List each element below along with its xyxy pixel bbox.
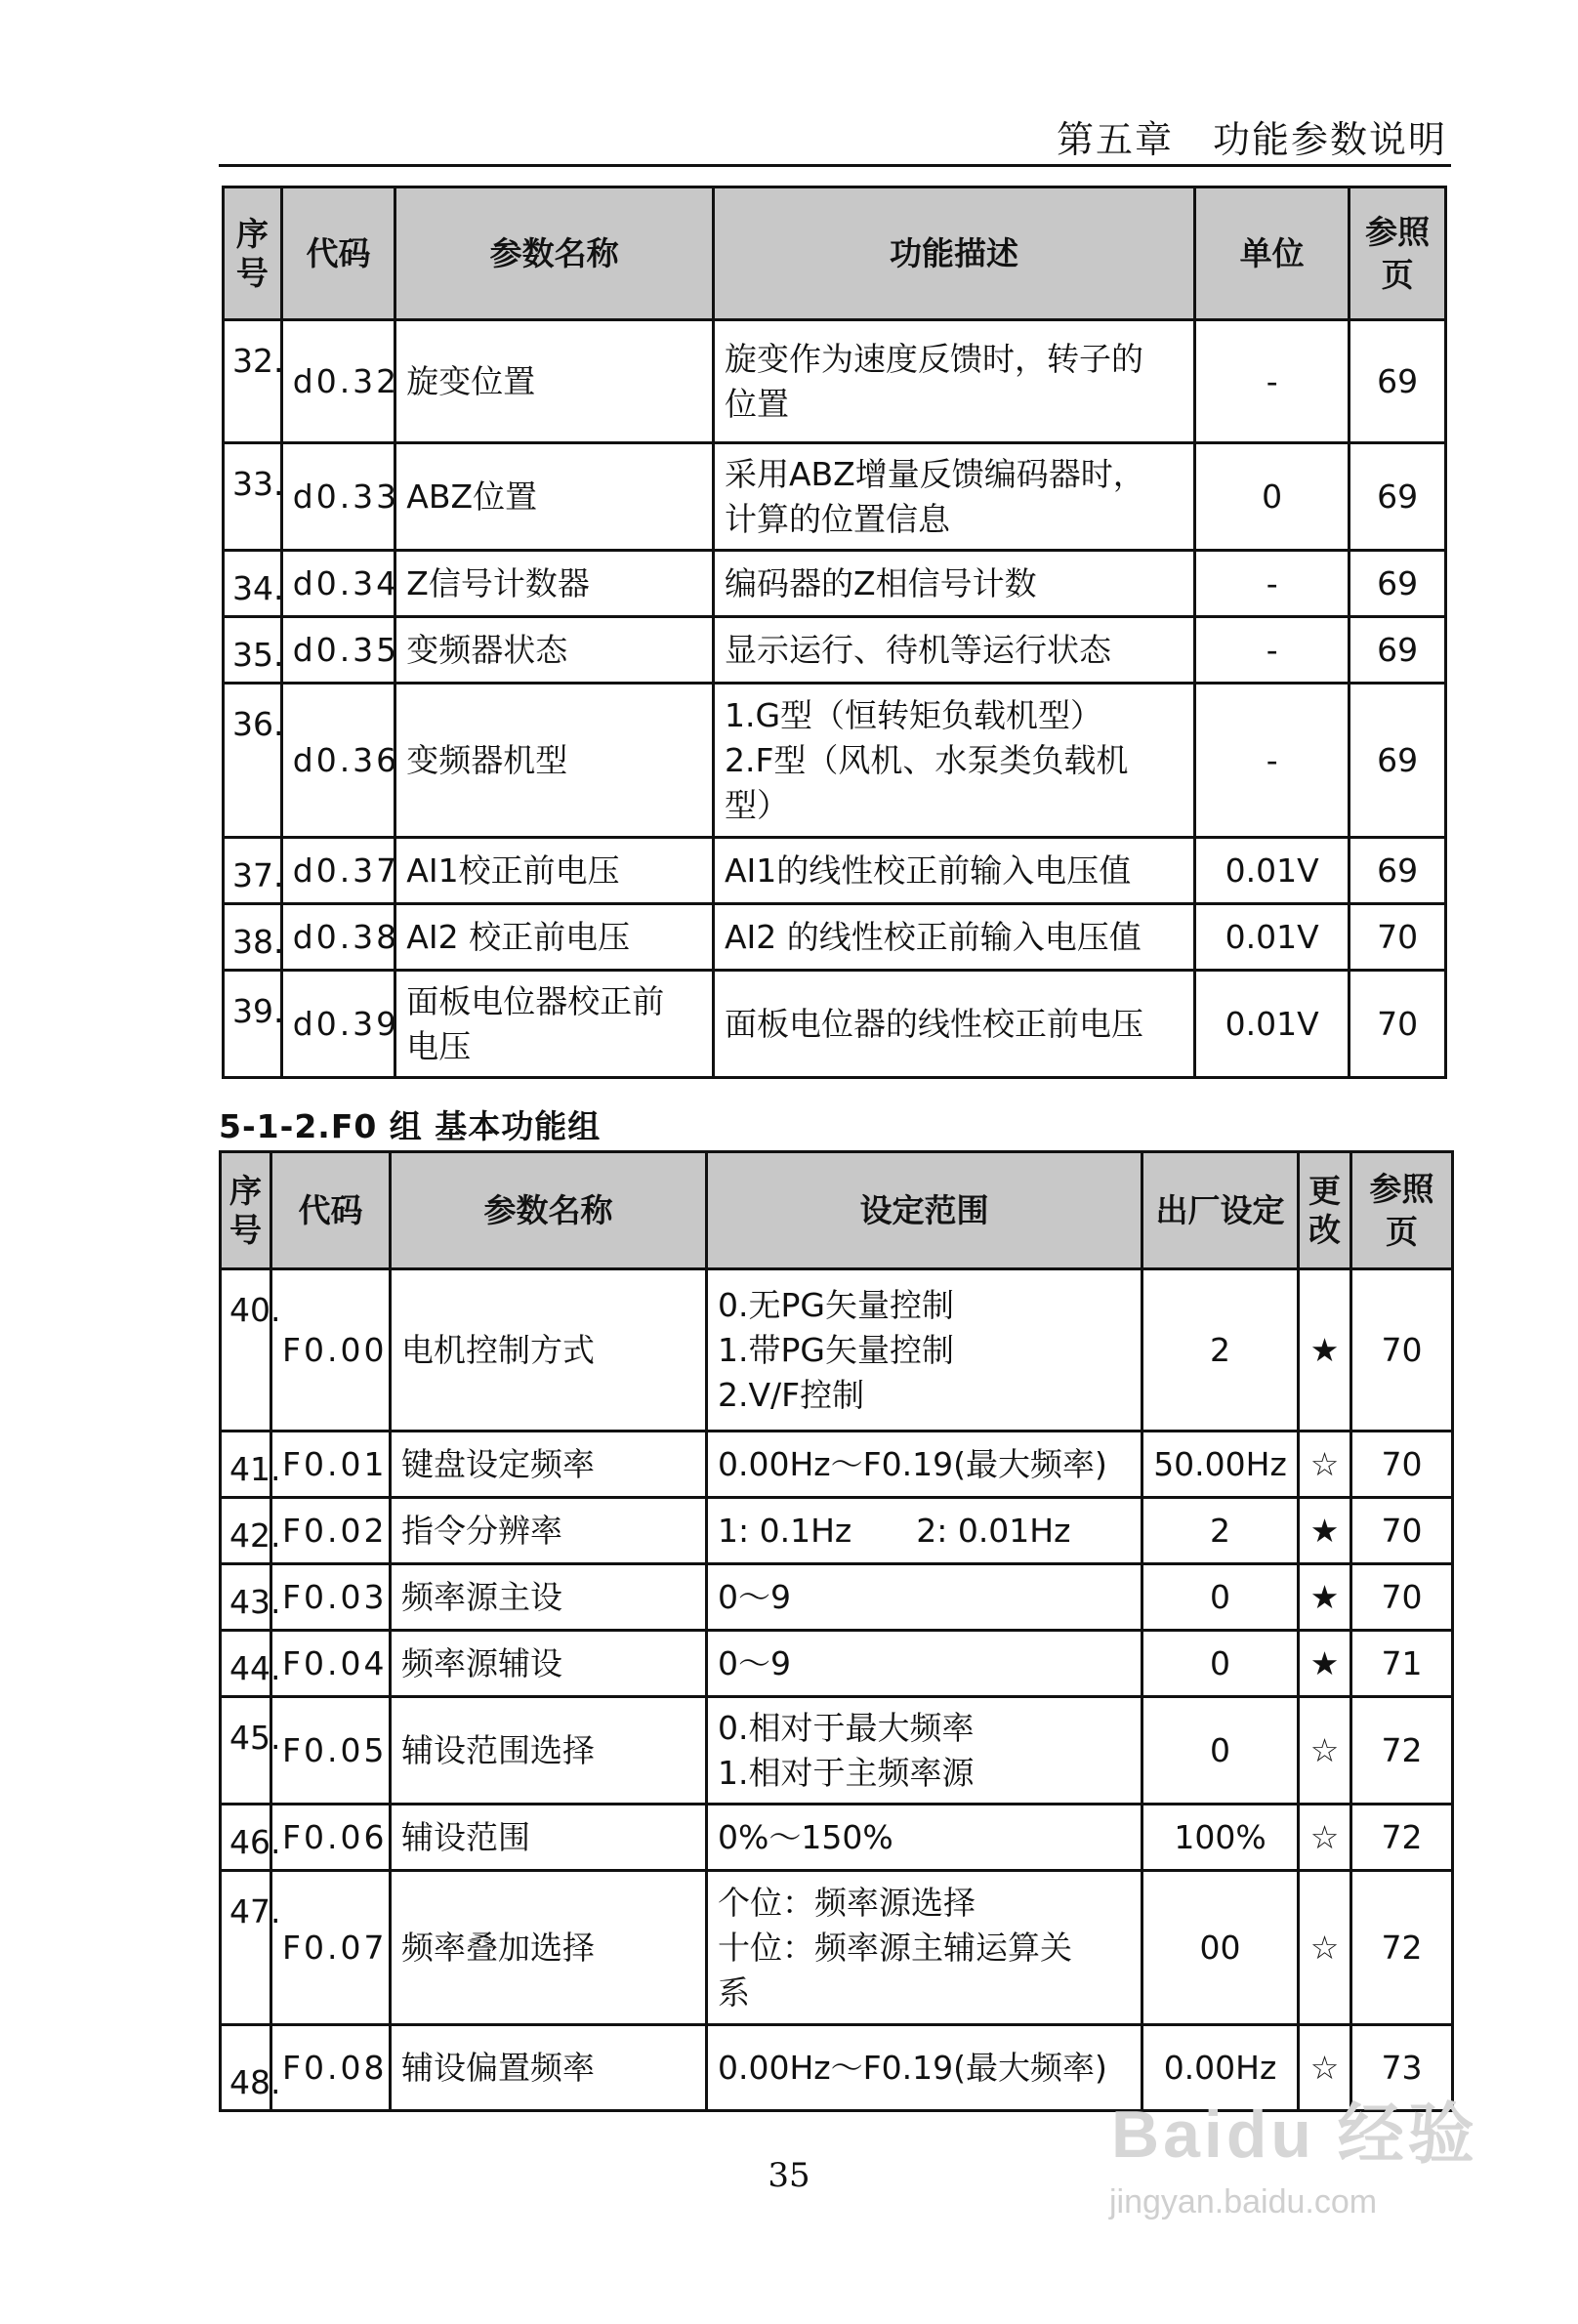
- row-page: 70: [1350, 904, 1446, 971]
- col-header-page: 参照页: [1350, 187, 1446, 320]
- row-name: 指令分辨率: [391, 1498, 707, 1564]
- row-seq: [221, 1871, 281, 2025]
- row-range: [707, 2025, 1142, 2111]
- row-code: d0.34: [281, 551, 395, 617]
- row-description: [713, 971, 1194, 1078]
- row-name: [395, 971, 714, 1078]
- row-seq-number: 37.: [232, 856, 284, 894]
- row-seq: [224, 617, 282, 684]
- row-range-line: 0.00Hz～F0.19(最大频率): [718, 1444, 1107, 1483]
- table-row: [224, 551, 1446, 617]
- header-rule: [219, 164, 1451, 167]
- col-header-code: 代码: [271, 1152, 391, 1269]
- col-header-page: 参照页: [1351, 1152, 1453, 1269]
- row-code: F0.04: [271, 1631, 391, 1697]
- filled-star-icon: ★: [1299, 1631, 1351, 1697]
- row-seq: [224, 320, 282, 443]
- row-description-line: 2.F型（风机、水泵类负载机: [724, 740, 1129, 779]
- row-description-line: 面板电位器的线性校正前电压: [724, 1004, 1143, 1043]
- row-unit: 0: [1194, 443, 1349, 551]
- row-name-line: 变频器状态: [406, 630, 568, 669]
- row-seq-number: 45.: [229, 1719, 281, 1757]
- row-name-line: AI2 校正前电压: [406, 917, 631, 956]
- row-page: 72: [1351, 1697, 1453, 1805]
- row-page: 70: [1350, 971, 1446, 1078]
- row-page: 69: [1350, 838, 1446, 904]
- row-code: F0.00: [271, 1269, 391, 1432]
- row-unit: -: [1194, 617, 1349, 684]
- hollow-star-icon: ☆: [1299, 1697, 1351, 1805]
- col-header-name: 参数名称: [391, 1152, 707, 1269]
- table-row: [224, 684, 1446, 838]
- row-name-line: 电压: [406, 1026, 472, 1065]
- table-row: [221, 1498, 1453, 1564]
- row-name-line: 面板电位器校正前: [406, 981, 665, 1020]
- row-range: [707, 1631, 1142, 1697]
- row-range-line: 系: [718, 1972, 750, 2012]
- hollow-star-icon: ☆: [1299, 1871, 1351, 2025]
- row-range: [707, 1871, 1142, 2025]
- table-header-row: [221, 1152, 1453, 1269]
- row-seq-number: 35.: [232, 636, 284, 674]
- row-default: 2: [1142, 1269, 1299, 1432]
- row-name-line: Z信号计数器: [406, 563, 590, 602]
- row-default: 0: [1142, 1631, 1299, 1697]
- row-description-line: 1.G型（恒转矩负载机型）: [724, 695, 1103, 734]
- row-name: [395, 904, 714, 971]
- filled-star-icon: ★: [1299, 1564, 1351, 1631]
- row-range-line: 0%～150%: [718, 1817, 893, 1856]
- row-seq-number: 32.: [232, 342, 284, 380]
- row-seq-number: 36.: [232, 705, 284, 743]
- row-seq-number: 46.: [229, 1823, 281, 1861]
- row-seq: [221, 1498, 281, 1564]
- row-name-line: 变频器机型: [406, 740, 568, 779]
- row-name: 辅设偏置频率: [391, 2025, 707, 2111]
- section-title: 5-1-2.F0 组 基本功能组: [219, 1107, 602, 1145]
- row-code: F0.07: [271, 1871, 391, 2025]
- filled-star-icon: ★: [1299, 1498, 1351, 1564]
- chapter-header: 第五章 功能参数说明: [1056, 118, 1447, 161]
- row-seq-number: 40.: [229, 1291, 281, 1329]
- row-name: 键盘设定频率: [391, 1432, 707, 1498]
- row-page: 69: [1350, 443, 1446, 551]
- row-seq-number: 41.: [229, 1450, 281, 1488]
- table-row: [221, 1432, 1453, 1498]
- row-page: 70: [1351, 1564, 1453, 1631]
- row-name-line: AI1校正前电压: [406, 851, 620, 890]
- row-description-line: 型）: [724, 785, 789, 824]
- row-page: 69: [1350, 320, 1446, 443]
- row-seq-number: 48.: [229, 2063, 281, 2101]
- table-row: [221, 1697, 1453, 1805]
- table-row: [224, 904, 1446, 971]
- row-seq-number: 38.: [232, 923, 284, 961]
- page-number: 35: [768, 2156, 810, 2195]
- row-description-line: 编码器的Z相信号计数: [724, 563, 1037, 602]
- row-page: 70: [1351, 1269, 1453, 1432]
- row-range: [707, 1269, 1142, 1432]
- col-header-change: 更改: [1299, 1152, 1351, 1269]
- table-row: [224, 320, 1446, 443]
- col-header-desc: 功能描述: [713, 187, 1194, 320]
- row-description: [713, 320, 1194, 443]
- row-name: 辅设范围选择: [391, 1697, 707, 1805]
- row-seq: [224, 684, 282, 838]
- row-seq: [221, 1697, 281, 1805]
- row-seq-number: 47.: [229, 1892, 281, 1930]
- row-page: 73: [1351, 2025, 1453, 2111]
- row-default: 00: [1142, 1871, 1299, 2025]
- row-name: 电机控制方式: [391, 1269, 707, 1432]
- monitor-parameter-table: [222, 186, 1447, 1079]
- row-range-line: 2.V/F控制: [718, 1375, 865, 1414]
- row-range-line: 1.相对于主频率源: [718, 1753, 975, 1792]
- row-description-line: 显示运行、待机等运行状态: [724, 630, 1111, 669]
- row-range-line: 0～9: [718, 1577, 791, 1616]
- row-unit: -: [1194, 551, 1349, 617]
- col-header-seq: 序号: [221, 1152, 271, 1269]
- row-page: 69: [1350, 551, 1446, 617]
- row-code: F0.08: [271, 2025, 391, 2111]
- watermark-logo: Baidu 经验: [1111, 2097, 1478, 2172]
- row-code: F0.02: [271, 1498, 391, 1564]
- row-seq: [224, 443, 282, 551]
- row-description-line: 采用ABZ增量反馈编码器时，: [724, 454, 1145, 493]
- row-seq: [221, 2025, 281, 2111]
- row-name: [395, 551, 714, 617]
- row-seq: [224, 551, 282, 617]
- col-header-default: 出厂设定: [1142, 1152, 1299, 1269]
- row-range-line: 1: 0.1Hz 2: 0.01Hz: [718, 1511, 1071, 1550]
- row-code: F0.03: [271, 1564, 391, 1631]
- row-seq: [221, 1269, 281, 1432]
- row-seq-number: 33.: [232, 465, 284, 503]
- row-description: [713, 551, 1194, 617]
- row-page: 69: [1350, 617, 1446, 684]
- row-page: 72: [1351, 1805, 1453, 1871]
- row-page: 69: [1350, 684, 1446, 838]
- row-code: F0.01: [271, 1432, 391, 1498]
- row-seq: [224, 904, 282, 971]
- table-row: [221, 1871, 1453, 2025]
- row-default: 0: [1142, 1697, 1299, 1805]
- row-code: d0.32: [281, 320, 395, 443]
- row-range-line: 0.相对于最大频率: [718, 1708, 975, 1747]
- row-name: [395, 838, 714, 904]
- f0-parameter-table: [219, 1150, 1454, 2112]
- row-range-line: 0.00Hz～F0.19(最大频率): [718, 2048, 1107, 2087]
- row-default: 0: [1142, 1564, 1299, 1631]
- col-header-range: 设定范围: [707, 1152, 1142, 1269]
- watermark-url: jingyan.baidu.com: [1109, 2183, 1378, 2220]
- row-name: 频率源辅设: [391, 1631, 707, 1697]
- row-range-line: 0～9: [718, 1643, 791, 1682]
- row-range: [707, 1697, 1142, 1805]
- row-range: [707, 1498, 1142, 1564]
- row-seq-number: 44.: [229, 1649, 281, 1687]
- table-header-row: [224, 187, 1446, 320]
- col-header-code: 代码: [281, 187, 395, 320]
- table-row: [221, 1631, 1453, 1697]
- hollow-star-icon: ☆: [1299, 1805, 1351, 1871]
- row-name: 频率源主设: [391, 1564, 707, 1631]
- row-unit: -: [1194, 320, 1349, 443]
- row-unit: 0.01V: [1194, 838, 1349, 904]
- row-code: F0.05: [271, 1697, 391, 1805]
- table-row: [221, 1805, 1453, 1871]
- table-row: [221, 1269, 1453, 1432]
- row-name: 辅设范围: [391, 1805, 707, 1871]
- row-description-line: AI1的线性校正前输入电压值: [724, 851, 1132, 890]
- row-description-line: AI2 的线性校正前输入电压值: [724, 917, 1142, 956]
- table-row: [224, 617, 1446, 684]
- row-description: [713, 617, 1194, 684]
- row-page: 71: [1351, 1631, 1453, 1697]
- row-unit: 0.01V: [1194, 904, 1349, 971]
- row-code: d0.38: [281, 904, 395, 971]
- table-row: [221, 1564, 1453, 1631]
- col-header-unit: 单位: [1194, 187, 1349, 320]
- row-name-line: ABZ位置: [406, 477, 538, 516]
- col-header-name: 参数名称: [395, 187, 714, 320]
- row-code: d0.33: [281, 443, 395, 551]
- row-name: [395, 684, 714, 838]
- row-seq-number: 42.: [229, 1516, 281, 1555]
- row-seq: [224, 971, 282, 1078]
- row-default: 2: [1142, 1498, 1299, 1564]
- row-range: [707, 1432, 1142, 1498]
- row-seq: [221, 1432, 281, 1498]
- filled-star-icon: ★: [1299, 1269, 1351, 1432]
- table-row: [224, 971, 1446, 1078]
- row-name-line: 旋变位置: [406, 361, 536, 400]
- row-seq-number: 34.: [232, 569, 284, 607]
- row-range: [707, 1564, 1142, 1631]
- row-description-line: 位置: [724, 384, 789, 423]
- table-row: [224, 838, 1446, 904]
- row-seq: [221, 1631, 281, 1697]
- table-row: [224, 443, 1446, 551]
- row-description-line: 旋变作为速度反馈时，转子的: [724, 339, 1143, 378]
- row-range-line: 1.带PG矢量控制: [718, 1330, 954, 1369]
- row-code: d0.35: [281, 617, 395, 684]
- row-description-line: 计算的位置信息: [724, 499, 950, 538]
- row-range-line: 十位：频率源主辅运算关: [718, 1928, 1072, 1967]
- hollow-star-icon: ☆: [1299, 2025, 1351, 2111]
- row-default: 0.00Hz: [1142, 2025, 1299, 2111]
- row-name: [395, 320, 714, 443]
- row-range: [707, 1805, 1142, 1871]
- row-seq: [221, 1805, 281, 1871]
- row-unit: -: [1194, 684, 1349, 838]
- row-page: 70: [1351, 1432, 1453, 1498]
- row-default: 100%: [1142, 1805, 1299, 1871]
- row-description: [713, 684, 1194, 838]
- row-description: [713, 443, 1194, 551]
- row-page: 70: [1351, 1498, 1453, 1564]
- row-description: [713, 904, 1194, 971]
- row-description: [713, 838, 1194, 904]
- row-name: [395, 443, 714, 551]
- row-code: d0.37: [281, 838, 395, 904]
- row-seq: [224, 838, 282, 904]
- row-range-line: 个位：频率源选择: [718, 1883, 976, 1922]
- row-name: [395, 617, 714, 684]
- row-default: 50.00Hz: [1142, 1432, 1299, 1498]
- row-unit: 0.01V: [1194, 971, 1349, 1078]
- row-code: F0.06: [271, 1805, 391, 1871]
- row-seq: [221, 1564, 281, 1631]
- row-seq-number: 43.: [229, 1583, 281, 1621]
- hollow-star-icon: ☆: [1299, 1432, 1351, 1498]
- row-code: d0.39: [281, 971, 395, 1078]
- row-name: 频率叠加选择: [391, 1871, 707, 2025]
- row-seq-number: 39.: [232, 992, 284, 1030]
- row-code: d0.36: [281, 684, 395, 838]
- row-range-line: 0.无PG矢量控制: [718, 1285, 954, 1324]
- col-header-seq: 序号: [224, 187, 282, 320]
- row-page: 72: [1351, 1871, 1453, 2025]
